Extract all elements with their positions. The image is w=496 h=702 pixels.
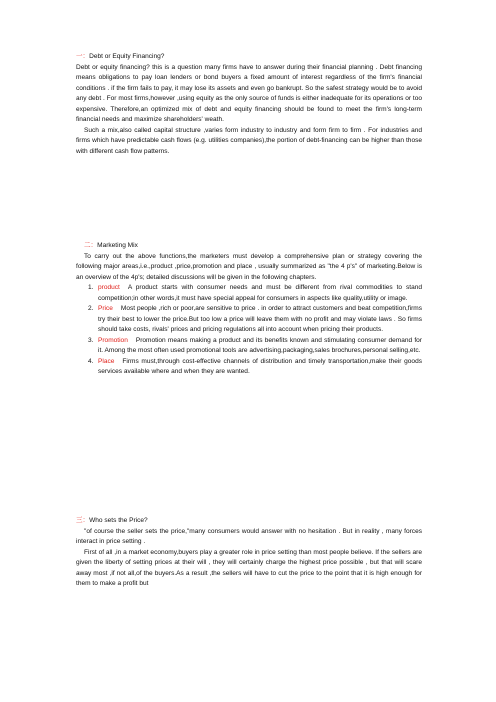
list-number: 1. [88,284,94,291]
list-number: 3. [88,336,94,344]
list-text: A product starts with consumer needs and must be different from rival commodities to stand competition;in other words,it must have special appeal for consumers in aspects like quality,utility or image. [98,284,422,302]
list-term: Promotion [98,336,128,344]
list-number: 4. [88,357,94,365]
list-item [76,357,422,378]
section-heading [76,241,422,252]
list-term: Price [98,305,113,312]
section-number: 三： [76,517,90,524]
list-number: 2. [88,305,94,312]
list-term: product [98,284,120,291]
paragraph: To carry out the above functions,the marketers must develop a comprehensive plan or strategy covering the following major areas,i.e.,product ,price,promotion and place , usually summarized as "the 4 p's" of marketing.Below is an overview of the 4p's; detailed discussions will be given in the following chapters. [76,252,422,281]
section-who-sets-price [76,516,422,590]
list-term: Place [98,357,115,365]
section-number: 二： [84,242,98,249]
section-title: Who sets the Price? [89,517,148,524]
list-text: Promotion means making a product and its benefits known and stimulating consumer demand for it. Among the most often used promotional tools are advertising,packaging,sales brochures,personal selling,etc. [98,336,422,354]
marketing-mix-list [76,283,422,378]
paragraph: Debt or equity financing? this is a question many firms have to answer during their financial planning . Debt financing means obligations to pay loan lenders or bond buyers a fixed amount of interest regardless of the firm's financial conditions . if the firm fails to pay, it may lose its assets and even go bankrupt. So the safest strategy would be to avoid any debt . For most firms,however ,using equity as the only source of funds is either inadequate for its operations or too expensive. Therefore,an optimized mix of debt and equity financing should be found to meet the firm's long-term financial needs and maximize shareholders' weath. [76,63,422,123]
list-item [76,283,422,304]
list-text: Firms must,through cost-effective channels of distribution and timely transportation,make their goods services available where and when they are wanted. [98,357,422,375]
section-title: Debt or Equity Financing? [89,53,165,60]
list-text: Most people ,rich or poor,are sensitive to price . in order to attract customers and beat competition,firms try their best to lower the price.But too low a price will leave them with no profit and may violate laws . So firms should take costs, rivals' prices and pricing regulations all into account when pricing their products. [98,305,422,333]
list-item [76,336,422,357]
section-title: Marketing Mix [97,242,138,249]
section-number: 一： [76,53,90,60]
section-marketing-mix [76,241,422,378]
list-item [76,304,422,336]
section-heading [76,516,422,527]
paragraph: "of course the seller sets the price,"many consumers would answer with no hesitation . But in reality , many forces interact in price setting . [76,527,422,545]
paragraph: Such a mix,also called capital structure ,varies form industry to industry and form firm to firm . For industries and firms which have predictable cash flows (e.g. utilities companies),the portion of debt-financing can be higher than those with different cash flow patterns. [76,126,422,155]
section-heading [76,52,422,63]
section-debt-equity [76,52,422,157]
paragraph: First of all ,in a market economy,buyers play a greater role in price setting than most people believe. If the sellers are given the liberty of setting prices at their will , they will certainly charge the highest price possible , but that will scare away most ,if not all,of the buyers.As a result ,the sellers will have to cut the price to the point that it is high enough for them to make a profit but [76,548,422,587]
